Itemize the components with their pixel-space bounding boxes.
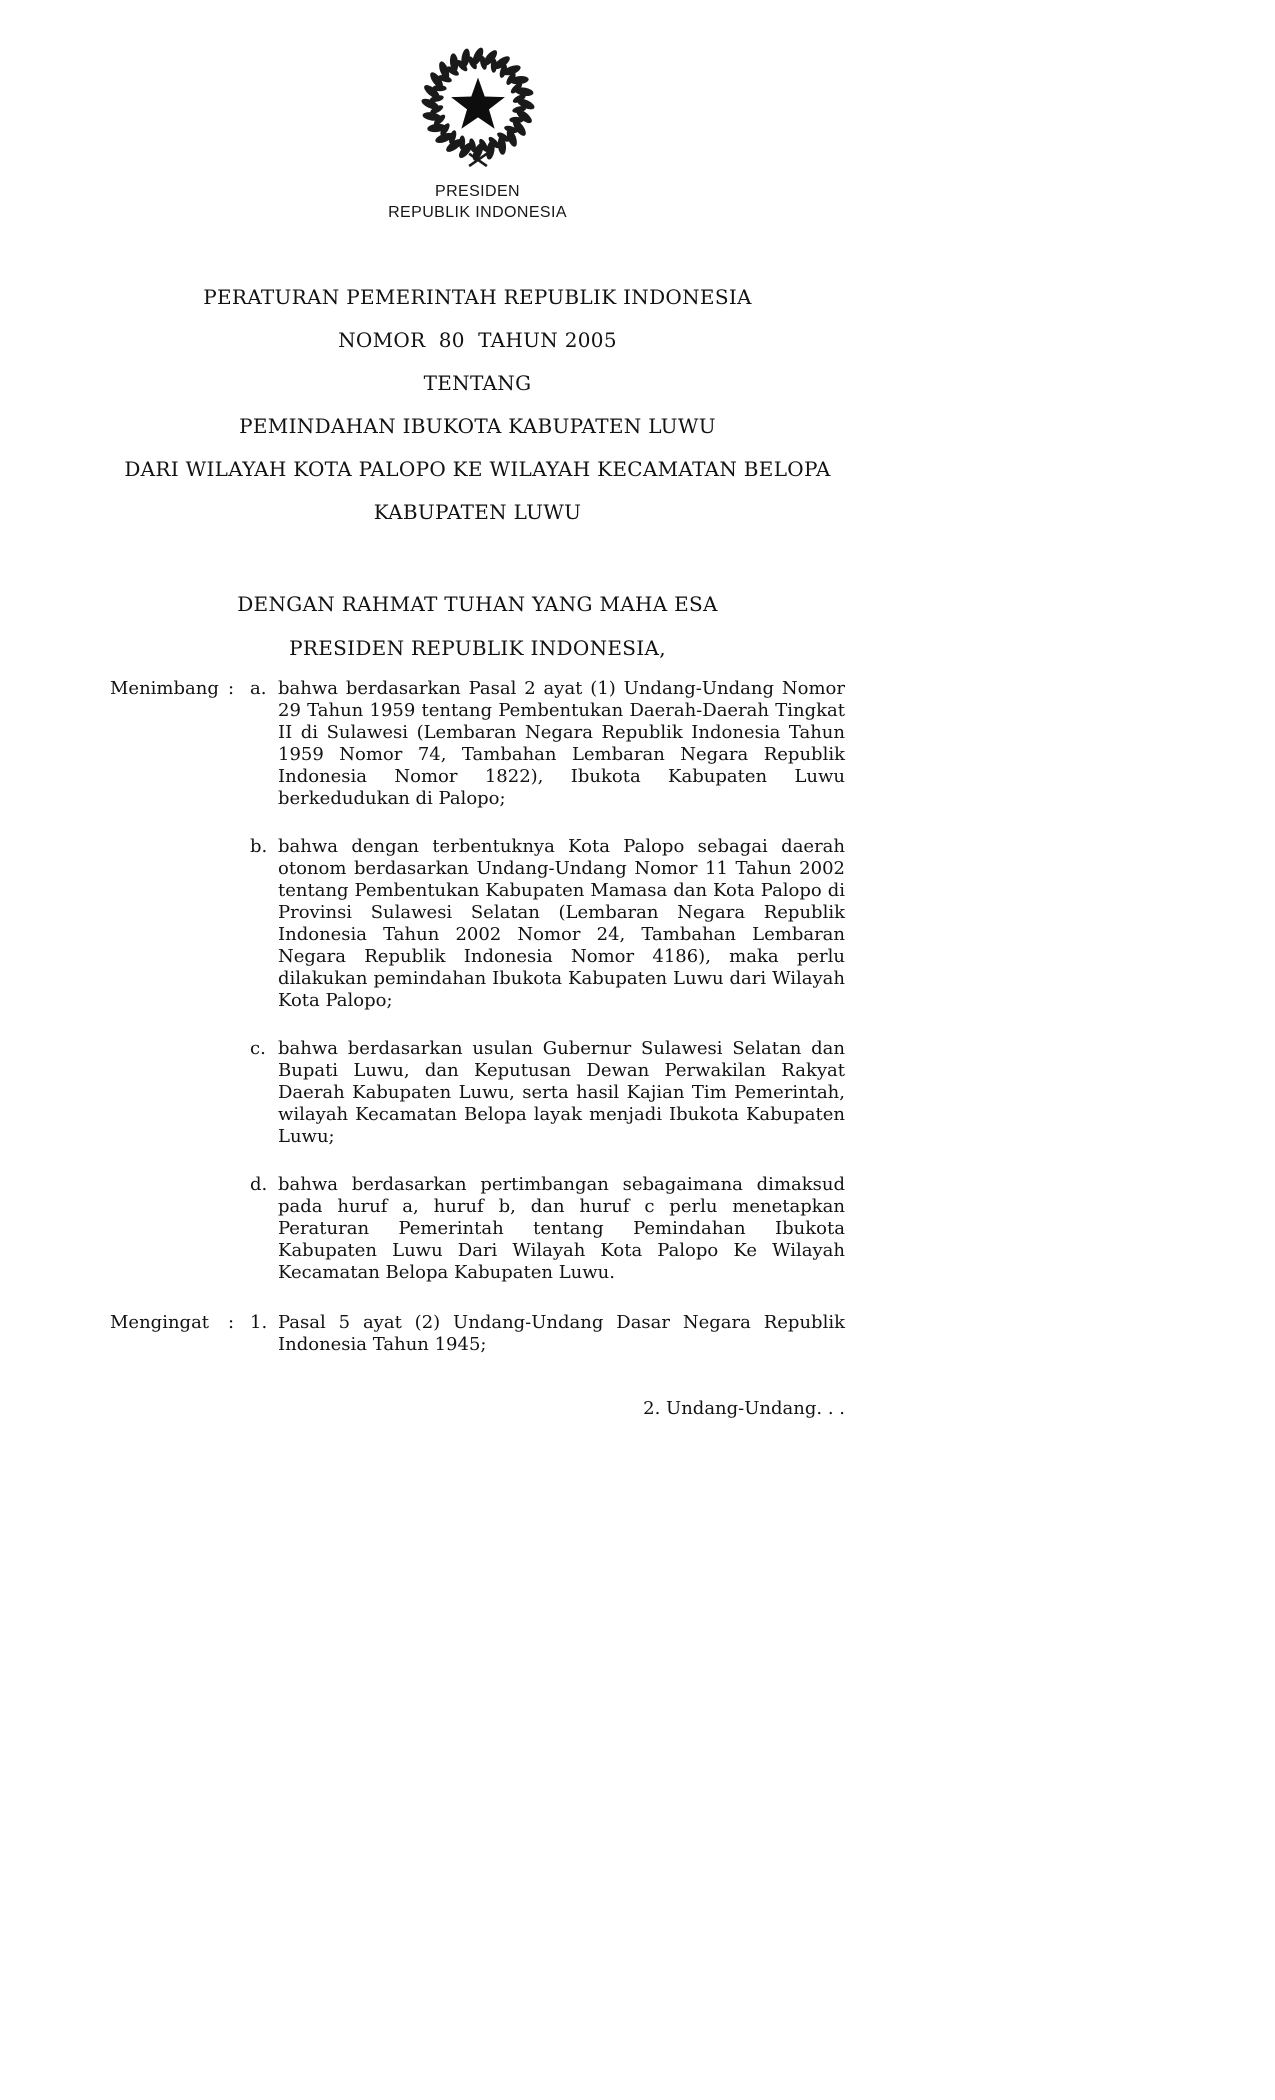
legal-basis-list [250,1312,845,1356]
star-icon [451,78,505,129]
org-line-presiden: PRESIDEN [435,183,520,200]
item-marker: a. [250,678,267,699]
letterhead [110,0,845,223]
item-text: bahwa dengan terbentuknya Kota Palopo sebagai daerah otonom berdasarkan Undang-Undang Nomor 11 Tahun 2002 tentang Pembentukan Kabupaten Mamasa dan Kota Palopo di Provinsi Sulawesi Selatan (Lembaran Negara Republik Indonesia Tahun 2002 Nomor 24, Tambahan Lembaran Negara Republik Indonesia Nomor 4186), maka perlu dilakukan pemindahan Ibukota Kabupaten Luwu dari Wilayah Kota Palopo; [278,836,845,1011]
item-marker: b. [250,836,268,857]
document-content [110,0,845,1356]
item-text: Pasal 5 ayat (2) Undang-Undang Dasar Negara Republik Indonesia Tahun 1945; [278,1312,845,1355]
document-title-block [110,285,845,524]
item-marker: d. [250,1174,268,1195]
section-label: Mengingat [110,1312,210,1333]
item-text: bahwa berdasarkan usulan Gubernur Sulawesi Selatan dan Bupati Luwu, dan Keputusan Dewan Perwakilan Rakyat Daerah Kabupaten Luwu, serta hasil Kajian Tim Pemerintah, wilayah Kecamatan Belopa layak menjadi Ibukota Kabupaten Luwu; [278,1038,845,1147]
item-marker: c. [250,1038,266,1059]
state-emblem-icon [110,42,845,175]
section-mengingat [110,1312,845,1356]
section-label: Menimbang [110,678,219,699]
title-line-number: NOMOR 80 TAHUN 2005 [338,328,617,352]
title-line-subject-1: PEMINDAHAN IBUKOTA KABUPATEN LUWU [239,414,716,438]
consideration-item-b [250,836,845,1012]
title-line-subject-3: KABUPATEN LUWU [373,500,582,524]
section-menimbang [110,678,845,1284]
title-line-regulation: PERATURAN PEMERINTAH REPUBLIK INDONESIA [203,285,752,309]
item-text: bahwa berdasarkan pertimbangan sebagaimana dimaksud pada huruf a, huruf b, dan huruf c perlu menetapkan Peraturan Pemerintah tentang Pemindahan Ibukota Kabupaten Luwu Dari Wilayah Kota Palopo Ke Wilayah Kecamatan Belopa Kabupaten Luwu. [278,1174,845,1283]
legal-basis-item-1 [250,1312,845,1356]
org-line-republik-indonesia: REPUBLIK INDONESIA [388,204,567,221]
title-line-subject-2: DARI WILAYAH KOTA PALOPO KE WILAYAH KECAMATAN BELOPA [124,457,831,481]
item-text: bahwa berdasarkan Pasal 2 ayat (1) Undang-Undang Nomor 29 Tahun 1959 tentang Pembentukan Daerah-Daerah Tingkat II di Sulawesi (Lembaran Negara Republik Indonesia Tahun 1959 Nomor 74, Tambahan Lembaran Negara Republik Indonesia Nomor 1822), Ibukota Kabupaten Luwu berkedudukan di Palopo; [278,678,845,809]
consideration-list [250,678,845,1284]
invocation-line: DENGAN RAHMAT TUHAN YANG MAHA ESA [237,592,718,616]
section-colon: : [228,1312,235,1333]
page-catchword: 2. Undang-Undang. . . [643,1398,845,1419]
preamble [110,592,845,660]
consideration-item-d [250,1174,845,1284]
title-line-tentang: TENTANG [423,371,532,395]
consideration-item-a [250,678,845,810]
authority-line: PRESIDEN REPUBLIK INDONESIA, [289,636,666,660]
section-colon: : [228,678,235,699]
consideration-item-c [250,1038,845,1148]
item-marker: 1. [250,1312,268,1333]
document-body [110,678,845,1356]
